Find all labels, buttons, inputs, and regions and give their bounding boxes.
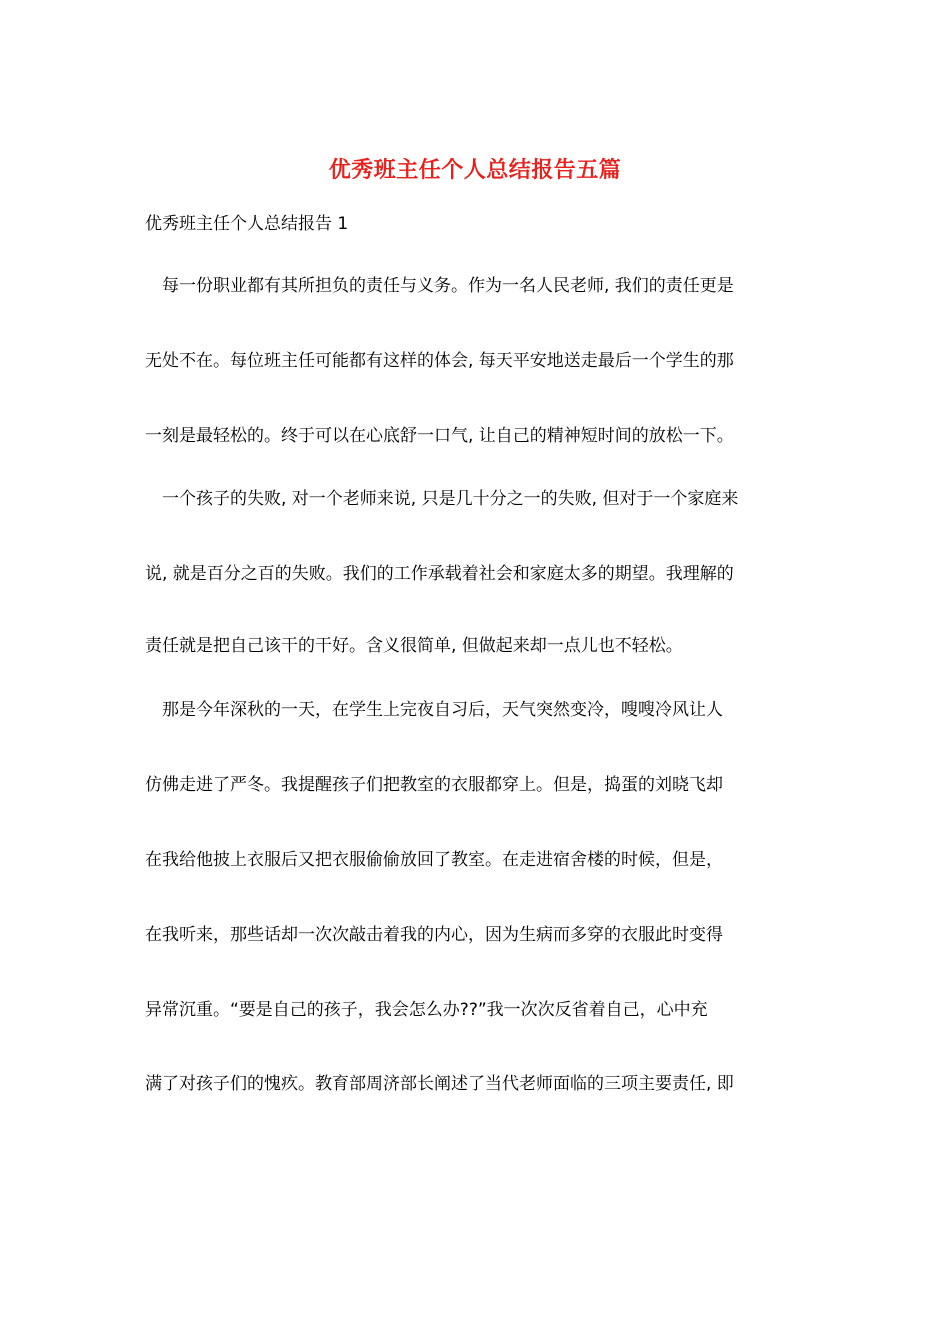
- paragraph-line: 责任就是把自己该干的干好。含义很简单, 但做起来却一点儿也不轻松。: [145, 636, 683, 656]
- paragraph-line: 每一份职业都有其所担负的责任与义务。作为一名人民老师, 我们的责任更是: [145, 276, 734, 296]
- paragraph-line: 异常沉重。“要是自己的孩子，我会怎么办??”我一次次反省着自己，心中充: [145, 1000, 708, 1020]
- paragraph-line: 一刻是最轻松的。终于可以在心底舒一口气, 让自己的精神短时间的放松一下。: [145, 426, 734, 446]
- paragraph-line: 说, 就是百分之百的失败。我们的工作承载着社会和家庭太多的期望。我理解的: [145, 564, 734, 584]
- paragraph-line: 满了对孩子们的愧疚。教育部周济部长阐述了当代老师面临的三项主要责任, 即: [145, 1074, 734, 1094]
- section-heading: 优秀班主任个人总结报告 1: [145, 214, 349, 234]
- paragraph-line: 那是今年深秋的一天，在学生上完夜自习后，天气突然变冷，嗖嗖冷风让人: [145, 700, 723, 720]
- document-title: 优秀班主任个人总结报告五篇: [328, 157, 622, 183]
- paragraph-line: 一个孩子的失败, 对一个老师来说, 只是几十分之一的失败, 但对于一个家庭来: [145, 489, 739, 509]
- paragraph-line: 在我给他披上衣服后又把衣服偷偷放回了教室。在走进宿舍楼的时候，但是，: [145, 850, 723, 870]
- paragraph-line: 在我听来，那些话却一次次敲击着我的内心，因为生病而多穿的衣服此时变得: [145, 925, 723, 945]
- paragraph-line: 无处不在。每位班主任可能都有这样的体会, 每天平安地送走最后一个学生的那: [145, 351, 734, 371]
- paragraph-line: 仿佛走进了严冬。我提醒孩子们把教室的衣服都穿上。但是，捣蛋的刘晓飞却: [145, 775, 723, 795]
